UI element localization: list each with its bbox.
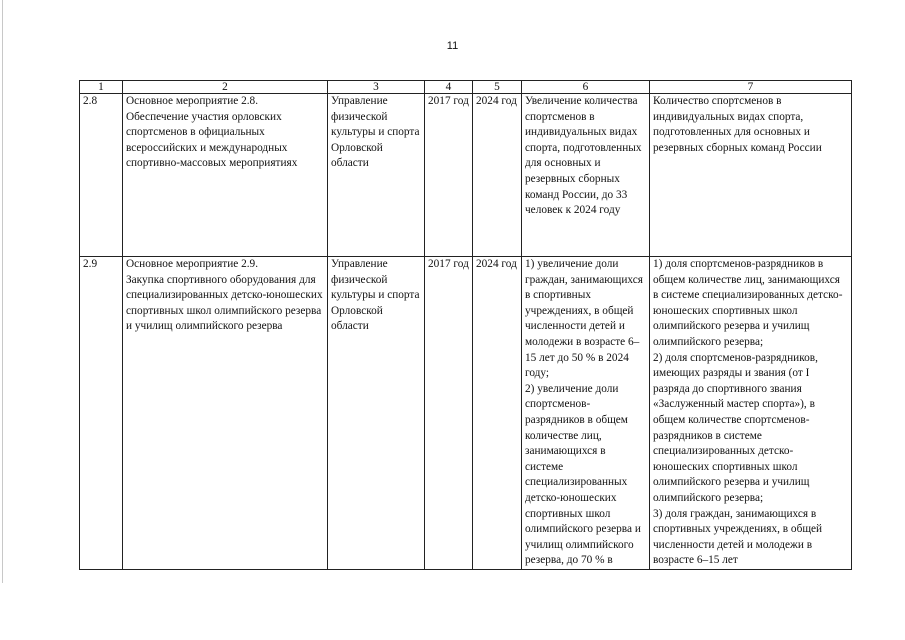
event-cell: Основное мероприятие 2.8. Обеспечение участия орловских спортсменов в официальных всероссийских и международных спортивно-массовых мероприятиях — [123, 94, 328, 257]
page-bottom-margin — [0, 583, 905, 640]
end-year-cell: 2024 год — [473, 257, 522, 570]
row-number: 2.9 — [80, 257, 123, 570]
result-cell: Увеличение количества спортсменов в индивидуальных видах спорта, подготовленных для основных и резервных сборных команд России, до 33 человек к 2024 году — [522, 94, 650, 257]
measures-table — [79, 80, 852, 570]
column-header: 4 — [425, 81, 473, 94]
executor-cell: Управление физической культуры и спорта Орловской области — [328, 94, 425, 257]
column-header: 1 — [80, 81, 123, 94]
row-number: 2.8 — [80, 94, 123, 257]
table-row — [80, 94, 852, 257]
column-header: 7 — [650, 81, 852, 94]
column-header: 3 — [328, 81, 425, 94]
start-year-cell: 2017 год — [425, 94, 473, 257]
column-header: 2 — [123, 81, 328, 94]
page-number: 11 — [446, 40, 459, 52]
table-row — [80, 257, 852, 570]
indicator-cell: 1) доля спортсменов-разрядников в общем количестве лиц, занимающихся в системе специализированных детско-юношеских спортивных школ олимпийского резерва и училищ олимпийского резерва; 2) доля спортсменов-разрядников, имеющих разряды и звания (от I разряда до спортивного звания «Заслуженный мастер спорта»), в общем количестве спортсменов-разрядников в системе специализированных детско-юношеских спортивных школ олимпийского резерва и училищ олимпийского резерва; 3) доля граждан, занимающихся в спортивных учреждениях, в общей численности детей и молодежи в возрасте 6–15 лет — [650, 257, 852, 570]
event-cell: Основное мероприятие 2.9. Закупка спортивного оборудования для специализированных детско-юношеских спортивных школ олимпийского резерва и училищ олимпийского резерва — [123, 257, 328, 570]
end-year-cell: 2024 год — [473, 94, 522, 257]
table-header-row — [80, 81, 852, 94]
start-year-cell: 2017 год — [425, 257, 473, 570]
column-header: 5 — [473, 81, 522, 94]
page-edge — [2, 0, 3, 640]
result-cell: 1) увеличение доли граждан, занимающихся в спортивных учреждениях, в общей численности детей и молодежи в возрасте 6–15 лет до 50 % в 2024 году; 2) увеличение доли спортсменов-разрядников в общем количестве лиц, занимающихся в системе специализированных детско-юношеских спортивных школ олимпийского резерва и училищ олимпийского резерва, до 70 % в — [522, 257, 650, 570]
indicator-cell: Количество спортсменов в индивидуальных видах спорта, подготовленных для основных и резервных сборных команд России — [650, 94, 852, 257]
executor-cell: Управление физической культуры и спорта Орловской области — [328, 257, 425, 570]
column-header: 6 — [522, 81, 650, 94]
